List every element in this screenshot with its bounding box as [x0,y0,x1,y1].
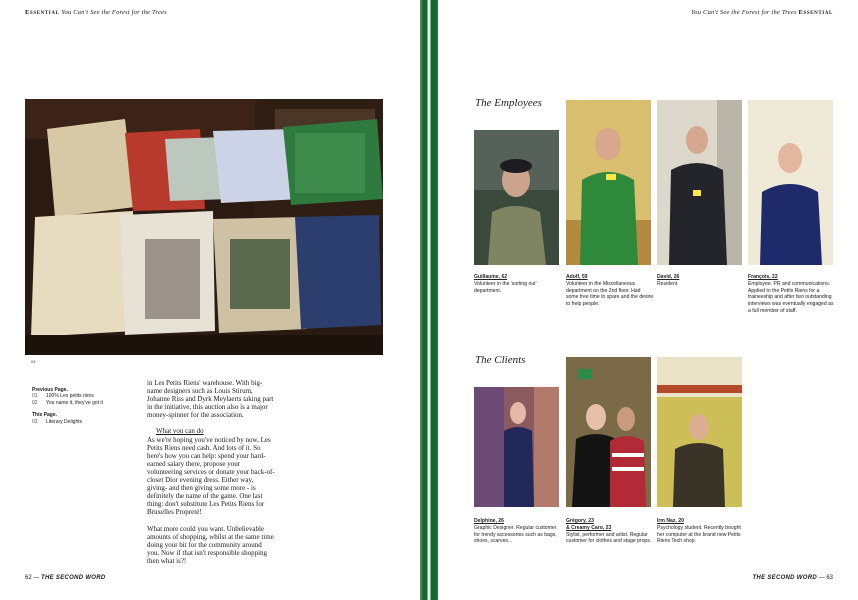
employee-photo-david [657,100,742,265]
client-photo-delphine [474,387,559,507]
employee-photo-adolf [566,100,651,265]
employees-title: The Employees [475,97,542,109]
folio-right: THE SECOND WORD — 63 [752,575,833,581]
folio-left: 62 — THE SECOND WORD [25,575,106,581]
employee-caption: David, 26 Resident. [657,274,680,287]
article-body [147,379,275,573]
list-item: 02 You name it, they've got it [32,399,103,406]
employee-caption: Adolf, 59 Volunteer in the Miscellaneous department on the 2nd floor. Had some free time to spare and the desire to help people. [566,274,654,308]
body-paragraph: As we're hoping you've noticed by now, Les Petits Riens need cash. And lots of it. So here's how you can help: spend your hard-earned salary there, propose your volunteering services or donate your back-of-closet Dior evening dress. Either way, giving- and then giving some more - is definitely the name of the game. One last thing: don't substitute Les Petits Riens for Bruxelles Propreté! [147,435,275,517]
left-page [0,0,420,600]
article-title: You Can't See the Forest for the Trees [61,9,167,16]
right-page [438,0,858,600]
client-photo-irm [657,357,742,507]
books-photo [25,99,383,355]
sidebar-index [32,381,132,425]
magazine-brand: THE SECOND WORD [752,575,817,581]
this-page-heading: This Page. [32,412,58,419]
running-head-right [691,9,833,16]
client-photo-gregory-caro [566,357,651,507]
employee-photo-francois [748,100,833,265]
employee-photo-guillaume [474,130,559,265]
section-name: Essential [798,9,833,16]
body-paragraph: What more could you want. Unbelievable amounts of shopping, whilst at the same time doing your bit for the community around you. Now if that isn't responsible shopping then what is?! [147,524,274,565]
running-head-left [25,9,167,16]
client-caption: Delphine, 26 Graphic Designer. Regular customer for trendy accessories such as bags, shoes, scarves... [474,518,557,545]
body-paragraph: in Les Petits Riens' warehouse. With big-name designers such as Louis Stirum, Johanne Riss and Dyrk Meylaerts taking part in the initiative, this auction also is a major money-spinner for the association. [147,379,274,420]
book-spine [420,0,438,600]
client-caption: Irm Naz, 20 Psychology student. Recently bought her computer at the brand new Petits Riens Tech shop. [657,518,741,545]
magazine-brand: THE SECOND WORD [41,575,106,581]
clients-title: The Clients [475,354,526,366]
list-item: 01 100% Les petits riens [32,393,94,400]
article-title: You Can't See the Forest for the Trees [691,9,797,16]
employee-caption: Guillaume, 62 Volunteer in the 'sorting out' department. [474,274,537,294]
client-caption: Grégory, 23 & Creamy Caro, 23 Stylist, performer and artist. Regular customer for clothes and stage props. [566,518,652,545]
previous-page-heading: Previous Page. [32,387,68,393]
list-item: 03 Literary Delights [32,418,83,425]
subheading: What you can do [156,427,204,436]
employee-caption: François, 22 Employee. PR and communications. Applied to the Petits Riens for a traineeship and after two outstanding interviews was eventually engaged as a full member of staff. [748,274,834,314]
photo-caption-number: 03 [31,359,36,364]
section-name: Essential [25,9,60,16]
